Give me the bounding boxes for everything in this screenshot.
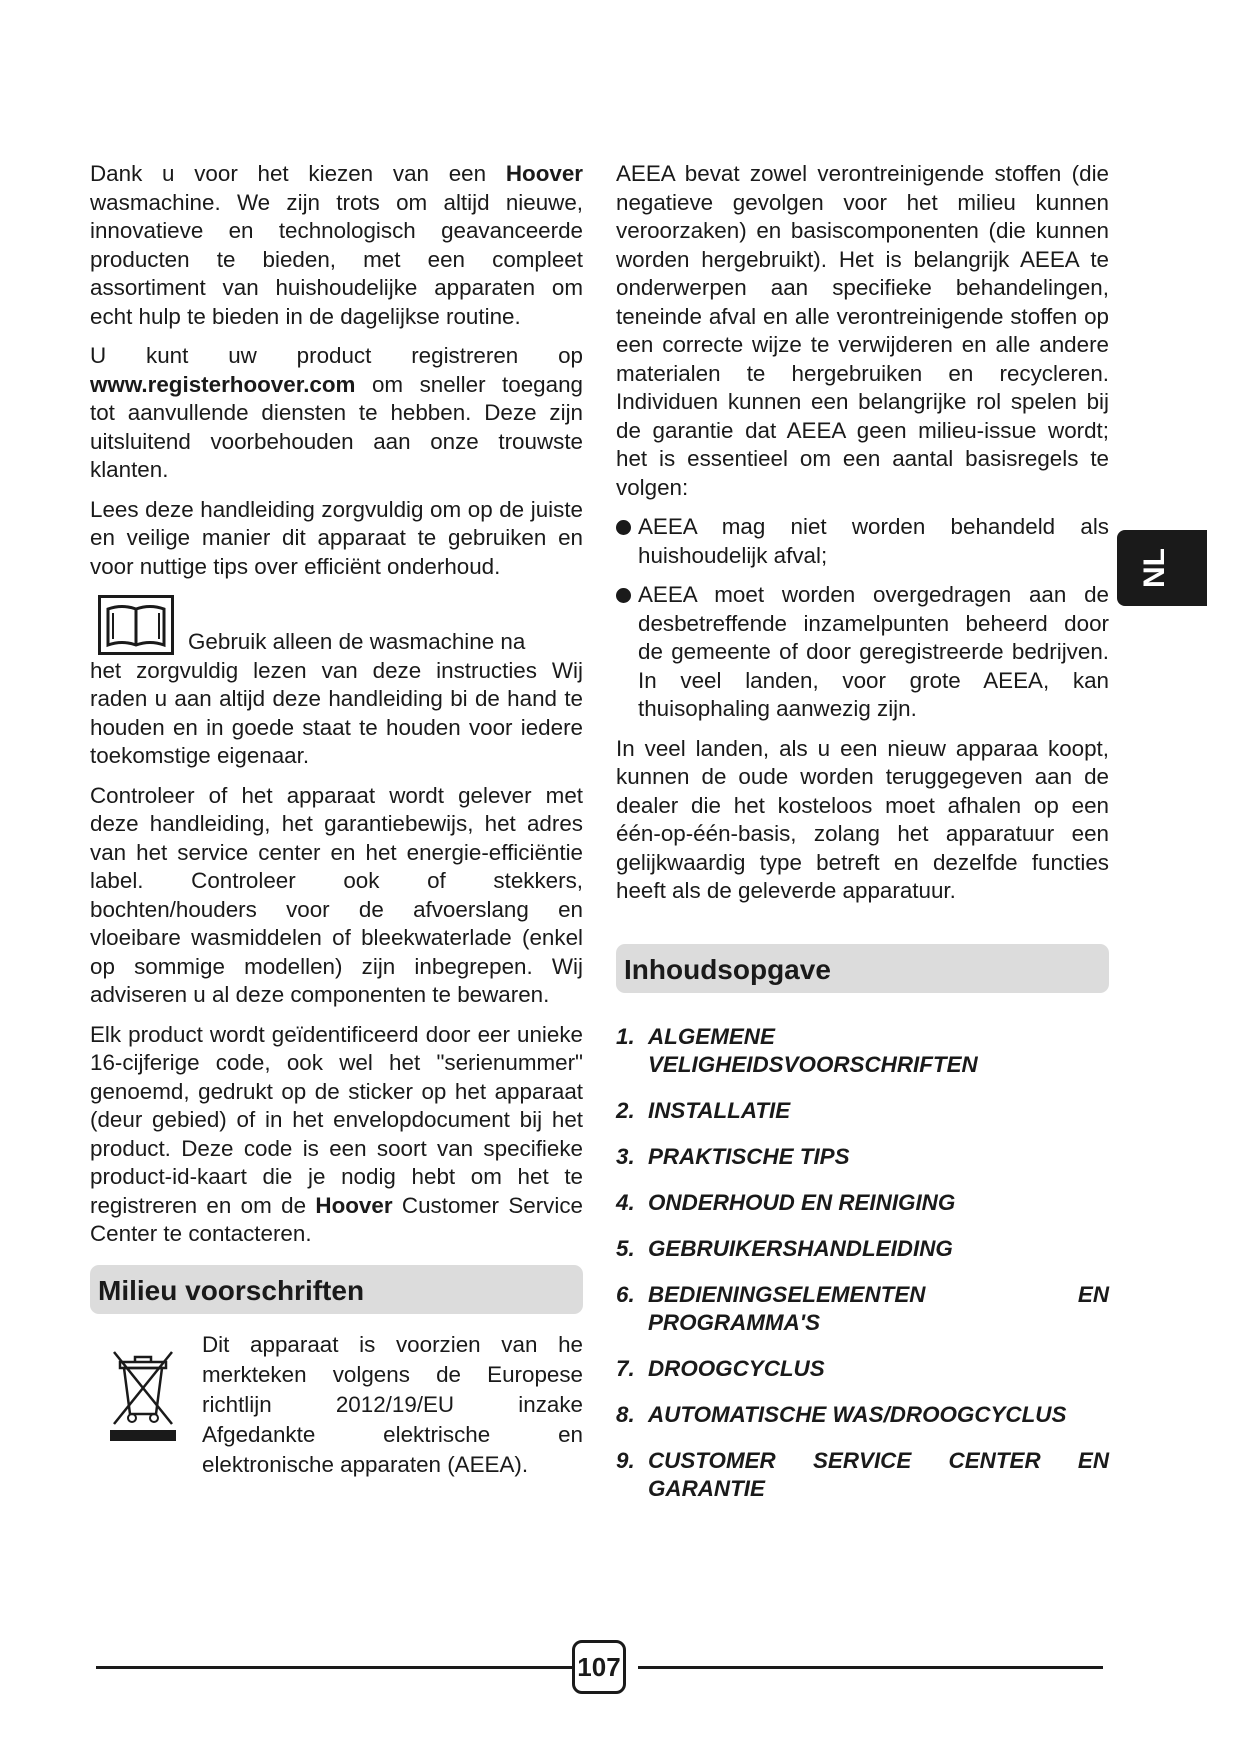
toc-header: Inhoudsopgave [616,944,1109,993]
list-item: AEEA mag niet worden behandeld als huishoudelijk afval; [616,513,1109,570]
manual-notice-lead: Gebruik alleen de wasmachine na [188,629,526,654]
environment-bullets [616,513,1109,724]
toc-item[interactable]: 3. PRAKTISCHE TIPS [616,1143,850,1169]
right-column [616,160,1109,1521]
toc-item[interactable]: 4. ONDERHOUD EN REINIGING [616,1189,956,1215]
weee-notice [90,1330,583,1480]
toc-item[interactable]: 6. BEDIENINGSELEMENTEN EN PROGRAMMA'S [616,1281,1109,1335]
toc-item[interactable]: 1. ALGEMENE VELIGHEIDSVOORSCHRIFTEN [616,1023,978,1077]
toc-item[interactable]: 8. AUTOMATISCHE WAS/DROOGCYCLUS [616,1401,1067,1427]
intro-paragraph-1: Dank u voor het kiezen van een Hoover wasmachine. We zijn trots om altijd nieuwe, innovatieve en technologisch geavanceerde producten te bieden, met een compleet assortiment van huishoudelijke apparaten om echt hulp te bieden in de dagelijkse routine. [90,161,583,329]
intro-paragraph-5: Controleer of het apparaat wordt gelever met deze handleiding, het garantiebewijs, het adres van het service center en het energie-efficiëntie label. Controleer ook of stekkers, bochten/houders voor de afvoerslang en vloeibare wasmiddelen of bleekwaterlade (enkel op sommige modellen) zijn inbegrepen. Wij adviseren u al deze componenten te bewaren. [90,782,583,1007]
crossed-bin-icon [108,1346,178,1442]
toc-item[interactable]: 5. GEBRUIKERSHANDLEIDING [616,1235,953,1261]
intro-paragraph-6: Elk product wordt geïdentificeerd door eer unieke 16-cijferige code, ook wel het "serienummer" genoemd, gedrukt op de sticker op het apparaat (deur gebied) of in het envelopdocument bij het product. Deze code is een soort van specifieke product-id-kaart die je nodig hebt om het te registreren en om de Hoover Customer Service Center te contacteren. [90,1021,584,1246]
list-item: AEEA moet worden overgedragen aan de desbetreffende inzamelpunten beheerd door de gemeente of door geregistreerde bedrijven. In veel landen, voor grote AEEA, kan thuisophaling aanwezig zijn. [616,581,1109,724]
footer-rule-right [638,1666,1103,1669]
brand-name: Hoover [505,161,583,186]
environment-paragraph-1: AEEA bevat zowel verontreinigende stoffen (die negatieve gevolgen voor het milieu kunnen veroorzaken) en basiscomponenten (die kunnen worden hergebruikt). Het is belangrijk AEEA te onderwerpen aan specifieke behandelingen, teneinde afval en alle verontreinigende stoffen op een correcte wijze te verwijderen en alle andere materialen te hergebruiken en recycleren. Individuen kunnen een belangrijke rol spelen bij de garantie dat AEEA geen milieu-issue wordt; het is essentieel om een aantal basisregels te volgen: [616,161,1109,500]
register-link[interactable]: www.registerhoover.com [90,371,356,397]
footer-rule-left [96,1666,572,1669]
toc-item[interactable]: 9. CUSTOMER SERVICE CENTER EN GARANTIE [616,1447,1109,1501]
toc-item[interactable]: 2. INSTALLATIE [616,1097,791,1123]
page-number: 107 [572,1640,626,1694]
left-column [90,160,583,1491]
toc-item[interactable]: 7. DROOGCYCLUS [616,1355,825,1381]
manual-notice [90,595,583,771]
language-tab [1117,530,1207,606]
intro-paragraph-2: U kunt uw product registreren op www.registerhoover.com om sneller toegang tot aanvullende diensten te hebben. Deze zijn uitsluitend voorbehouden aan onze trouwste klanten. [90,343,583,482]
brand-name: Hoover [315,1192,393,1218]
manual-notice-text: het zorgvuldig lezen van deze instructies Wij raden u aan altijd deze handleiding bi de hand te houden en in goede staat te houden voor iedere toekomstige eigenaar. [90,657,583,768]
intro-paragraph-3: Lees deze handleiding zorgvuldig om op de juiste en veilige manier dit apparaat te gebruiken en voor nuttige tips over efficiënt onderhoud. [90,496,583,579]
book-icon [98,595,174,655]
table-of-contents [616,1023,1109,1503]
weee-text: Dit apparaat is voorzien van he merkteken volgens de Europese richtlijn 2012/19/EU inzake Afgedankte elektrische en elektronische apparaten (AEEA). [202,1331,583,1477]
environment-header: Milieu voorschriften [90,1265,583,1314]
language-code: NL [1138,548,1171,588]
environment-paragraph-2: In veel landen, als u een nieuw apparaa koopt, kunnen de oude worden teruggegeven aan de dealer die het kosteloos moet afhalen op een één-op-één-basis, zolang het apparatuur een gelijkwaardig type betreft en dezelfde functies heeft als de geleverde apparatuur. [616,735,1109,903]
